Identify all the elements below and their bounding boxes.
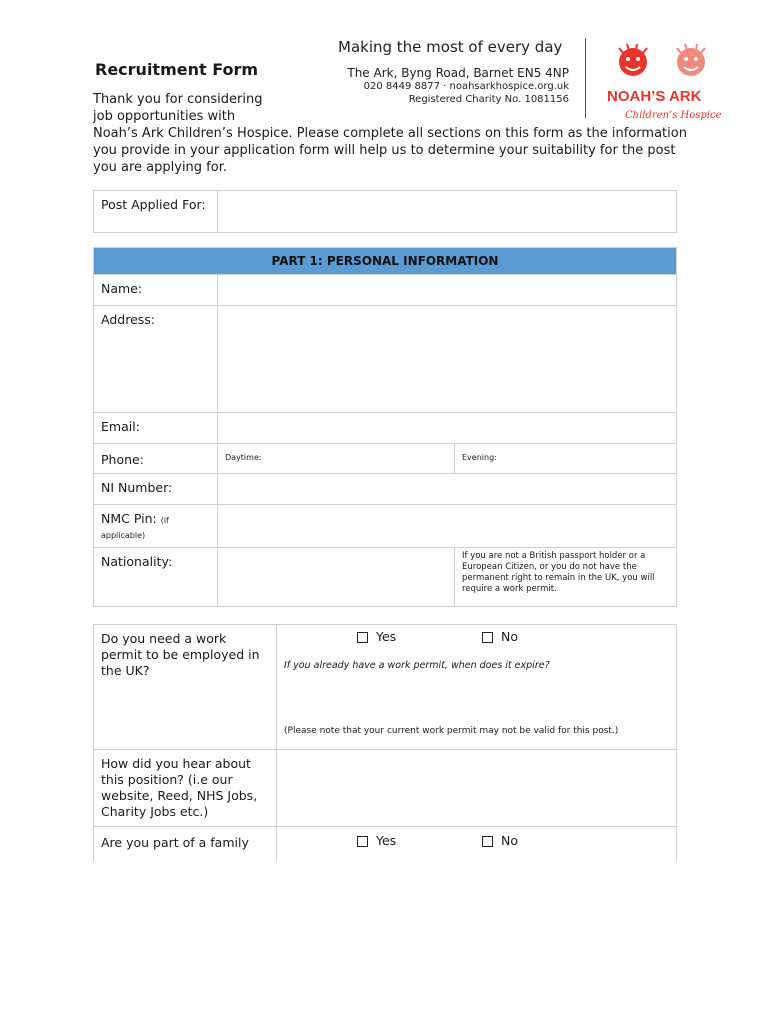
no-label: No [501,629,518,644]
personal-info-table [93,247,677,607]
logo-wordmark: NOAH’S ARK [607,88,702,105]
family-yes-checkbox[interactable] [357,836,368,847]
name-input[interactable] [218,275,677,306]
expire-question: If you already have a work permit, when does it expire? [284,660,550,671]
charity-number: Registered Charity No. 1081156 [408,94,569,105]
nmc-pin-cell [94,505,218,548]
intro-rest: Noah’s Ark Children’s Hospice. Please complete all sections on this form as the information you provide in your application form will help us to determine your suitability for the post you are applying for. [93,126,687,175]
family-yes[interactable] [357,833,396,848]
form-title: Recruitment Form [95,60,259,79]
work-permit-no[interactable] [482,629,518,644]
nationality-input[interactable] [218,548,455,607]
nationality-label: Nationality: [94,548,218,607]
phone-evening-input[interactable] [455,444,677,474]
part1-heading: PART 1: PERSONAL INFORMATION [94,248,677,275]
family-no-checkbox[interactable] [482,836,493,847]
ni-number-input[interactable] [218,474,677,505]
phone-daytime-input[interactable] [218,444,455,474]
ni-number-label: NI Number: [94,474,218,505]
family-no[interactable] [482,833,518,848]
work-permit-question: Do you need a work permit to be employed in the UK? [94,625,277,750]
email-label: Email: [94,413,218,444]
work-permit-yes[interactable] [357,629,396,644]
post-applied-label: Post Applied For: [94,191,218,233]
email-input[interactable] [218,413,677,444]
nationality-note-cell [455,548,677,607]
family-question: Are you part of a family [94,827,277,861]
hear-about-input[interactable] [277,750,677,827]
nmc-pin-note: (if applicable) [101,516,169,540]
work-permit-answer [277,625,677,750]
contact-line: 020 8449 8877 · noahsarkhospice.org.uk [363,81,569,92]
nmc-pin-label: NMC Pin: [101,511,157,526]
family-answer [277,827,677,861]
address-input[interactable] [218,306,677,413]
post-table [93,190,677,233]
intro-line-1: Thank you for considering [93,92,263,107]
daytime-label: Daytime: [225,453,262,462]
name-label: Name: [94,275,218,306]
intro-text [93,91,693,176]
family-yes-label: Yes [376,833,397,848]
yes-checkbox[interactable] [357,632,368,643]
hear-about-question: How did you hear about this position? (i.e our website, Reed, NHS Jobs, Charity Jobs etc.) [94,750,277,827]
questions-table [93,624,677,861]
address-label: Address: [94,306,218,413]
post-applied-input[interactable] [218,191,677,233]
logo-subtitle: Children’s Hospice [625,110,722,121]
tagline: Making the most of every day [338,38,563,56]
intro-line-2: job opportunities with [93,109,236,124]
family-no-label: No [501,833,518,848]
evening-label: Evening: [462,453,497,462]
nationality-note: If you are not a British passport holder or a European Citizen, or you do not have the permanent right to remain in the UK, you will require a work permit. [462,551,655,594]
yes-label: Yes [376,629,397,644]
phone-label: Phone: [94,444,218,474]
no-checkbox[interactable] [482,632,493,643]
expire-note: (Please note that your current work permit may not be valid for this post.) [284,726,619,736]
address-line: The Ark, Byng Road, Barnet EN5 4NP [347,66,569,80]
nmc-pin-input[interactable] [218,505,677,548]
